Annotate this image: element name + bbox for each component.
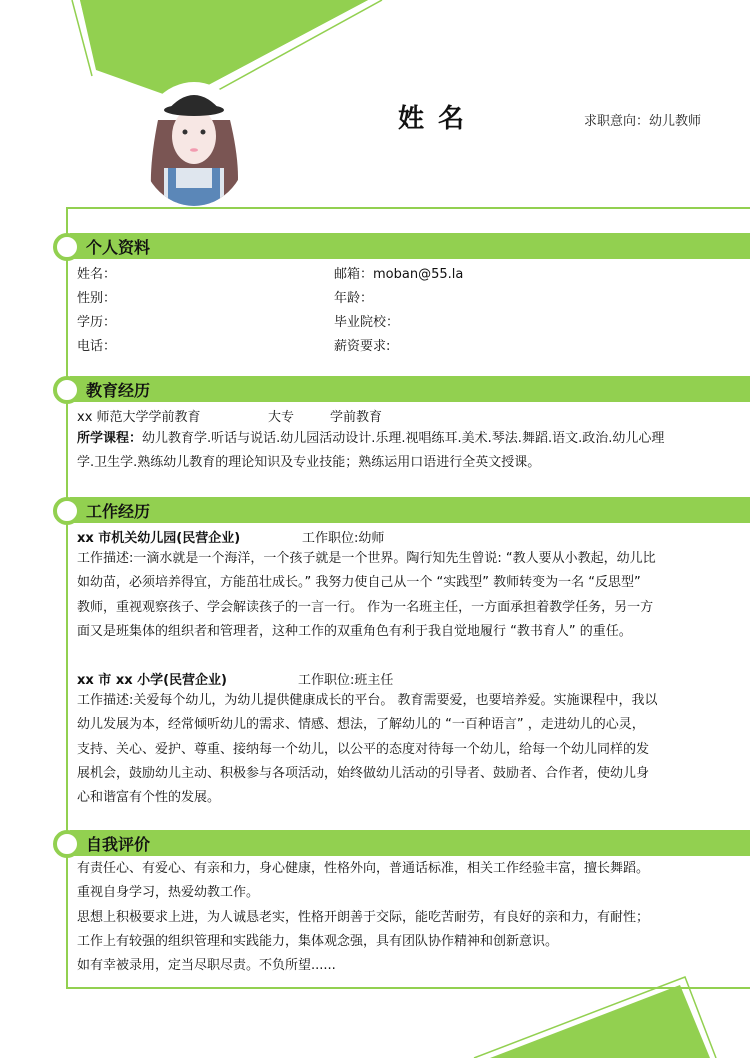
job-company: xx 市机关幼儿园(民营企业)	[77, 531, 241, 546]
section-header-self	[70, 830, 750, 856]
job-description	[77, 689, 717, 810]
field-phone: 电话：	[77, 339, 117, 354]
section-title: 教育经历	[86, 381, 151, 400]
field-gender: 性别：	[77, 291, 117, 306]
eval-line: 重视自身学习，热爱幼教工作。	[77, 885, 260, 901]
field-school: 毕业院校：	[334, 315, 400, 330]
section-header-education	[70, 376, 750, 402]
courses-text: 幼儿教育学.听话与说话.幼儿园活动设计.乐理.视唱练耳.美术.琴法.舞蹈.语文.政治.幼儿心理	[142, 431, 665, 446]
courses-text-2: 学.卫生学.熟练幼儿教育的理论知识及专业技能；熟练运用口语进行全英文授课。	[77, 455, 541, 471]
desc-line: 工作描述:一滴水就是一个海洋，一个孩子就是一个世界。陶行知先生曾说: “教人要从小教起，幼儿比	[77, 551, 656, 566]
section-title: 个人资料	[86, 238, 151, 257]
top-decoration	[0, 0, 750, 210]
desc-line: 幼儿发展为本，经常倾听幼儿的需求、情感、想法，了解幼儿的 “一百种语言” ，走进幼儿的心灵，	[77, 717, 645, 733]
section-title: 自我评价	[86, 835, 151, 854]
job-company: xx 市 xx 小学(民营企业)	[77, 673, 228, 688]
desc-line: 工作描述:关爱每个幼儿，为幼儿提供健康成长的平台。 教育需要爱，也要培养爱。实施课程中，我以	[77, 693, 658, 708]
job-objective: 求职意向：幼儿教师	[584, 114, 702, 129]
job-position: 工作职位:幼师	[302, 531, 385, 546]
field-age: 年龄：	[334, 291, 374, 306]
circle-icon	[53, 830, 81, 858]
courses-label: 所学课程：	[77, 431, 143, 446]
desc-line: 如幼苗，必须培养得宜，方能茁壮成长。” 我努力使自己从一个 “实践型” 教师转变为一名 “反思型”	[77, 575, 641, 591]
circle-icon	[53, 233, 81, 261]
section-header-work	[70, 497, 750, 523]
job-description	[77, 547, 717, 644]
eval-line: 思想上积极要求上进，为人诚恳老实，性格开朗善于交际，能吃苦耐劳，有良好的亲和力，有耐性；	[77, 909, 650, 925]
desc-line: 面又是班集体的组织者和管理者，这种工作的双重角色有利于我自觉地履行 “教书育人” 的重任。	[77, 623, 632, 639]
circle-icon	[53, 376, 81, 404]
education-school: xx 师范大学学前教育	[77, 410, 201, 425]
eval-line: 有责任心、有爱心、有亲和力，身心健康，性格外向，普通话标准，相关工作经验丰富，擅长舞蹈。	[77, 861, 650, 876]
education-major: 学前教育	[330, 410, 383, 425]
desc-line: 支持、关心、爱护、尊重、接纳每一个幼儿，以公平的态度对待每一个幼儿，给每一个幼儿同样的发	[77, 741, 650, 757]
avatar	[138, 70, 250, 206]
field-salary: 薪资要求:	[334, 339, 391, 354]
candidate-name: 姓名	[398, 104, 479, 134]
section-title: 工作经历	[86, 502, 151, 521]
field-education: 学历：	[77, 315, 117, 330]
eval-line: 如有幸被录用，定当尽职尽责。不负所望......	[77, 958, 336, 974]
desc-line: 展机会，鼓励幼儿主动、积极参与各项活动，始终做幼儿活动的引导者、鼓励者、合作者，使幼儿身	[77, 765, 650, 781]
education-courses	[77, 427, 717, 476]
education-degree: 大专	[268, 410, 295, 425]
self-evaluation	[77, 857, 717, 978]
desc-line: 心和谐富有个性的发展。	[77, 790, 221, 806]
field-email: 邮箱：moban@55.la	[334, 267, 464, 282]
eval-line: 工作上有较强的组织管理和实践能力，集体观念强，具有团队协作精神和创新意识。	[77, 933, 559, 949]
desc-line: 教师，重视观察孩子、学会解读孩子的一言一行。 作为一名班主任，一方面承担着教学任务，另一方	[77, 599, 654, 615]
section-header-personal	[70, 233, 750, 259]
field-name: 姓名：	[77, 267, 117, 282]
circle-icon	[53, 497, 81, 525]
job-position: 工作职位:班主任	[298, 673, 394, 688]
